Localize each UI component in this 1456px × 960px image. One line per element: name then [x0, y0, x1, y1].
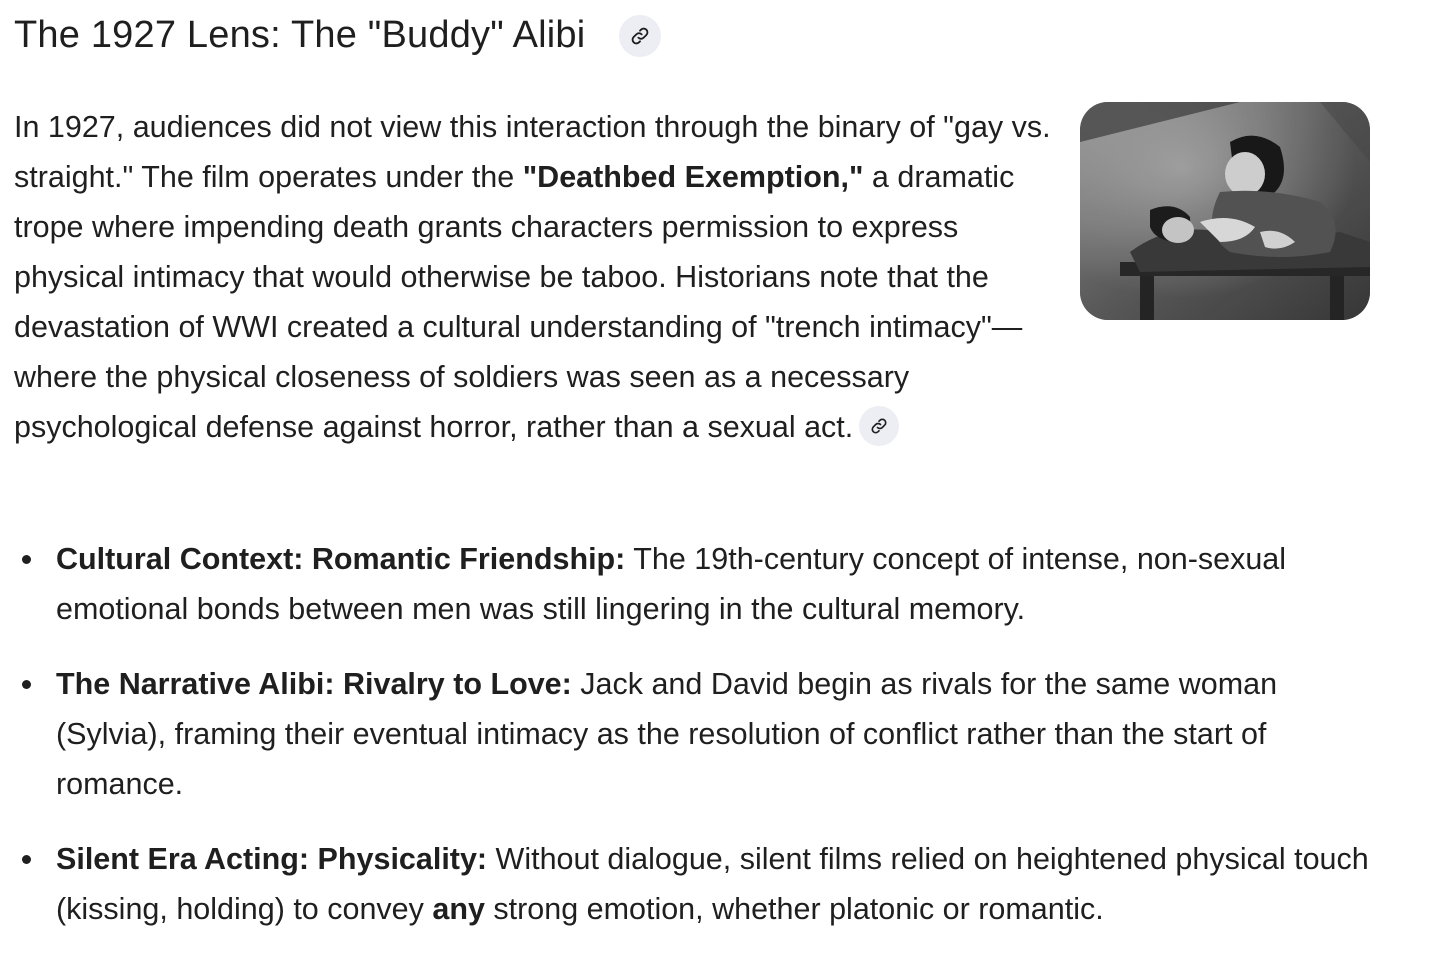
bullet-title: Silent Era Acting: Physicality:	[56, 842, 488, 876]
deathbed-exemption-term: "Deathbed Exemption,"	[522, 160, 864, 194]
link-icon	[630, 26, 650, 46]
film-still-illustration	[1080, 102, 1370, 320]
intro-source-link-button[interactable]	[859, 406, 899, 446]
bullet-text: Without dialogue, silent films relied on heightened physical touch (kissing, holding) to convey	[56, 842, 1369, 926]
bullet-text: Jack and David begin as rivals for the same woman (Sylvia), framing their eventual intimacy as the resolution of conflict rather than the start of romance.	[56, 667, 1278, 801]
section-heading: The 1927 Lens: The "Buddy" Alibi	[14, 14, 586, 56]
bullet-text: The 19th-century concept of intense, non-sexual emotional bonds between men was still lingering in the cultural memory.	[56, 542, 1287, 626]
source-link-button[interactable]	[619, 15, 661, 57]
intro-text-end: a dramatic trope where impending death grants characters permission to express physical intimacy that would otherwise be taboo. Historians note that the devastation of WWI created a cultural understanding of "trench intimacy"—where the physical closeness of soldiers was seen as a necessary psychological defense against horror, rather than a sexual act.	[14, 160, 1023, 444]
bullet-title: The Narrative Alibi: Rivalry to Love:	[56, 667, 572, 701]
film-still-image[interactable]	[1080, 102, 1370, 320]
list-item-romantic-friendship	[14, 534, 1394, 634]
bullet-title: Cultural Context: Romantic Friendship:	[56, 542, 626, 576]
key-points-list	[14, 534, 1394, 959]
intro-text-start: In 1927, audiences did not view this interaction through the binary of "gay vs. straight." The film operates under the	[14, 110, 1051, 194]
bullet-text-end: strong emotion, whether platonic or romantic.	[484, 892, 1104, 926]
intro-paragraph	[14, 102, 1054, 452]
list-item-silent-era-acting	[14, 834, 1394, 934]
list-item-narrative-alibi	[14, 659, 1394, 809]
link-icon	[870, 417, 888, 435]
section-heading-row	[14, 14, 661, 57]
bullet-emphasis: any	[432, 892, 485, 926]
